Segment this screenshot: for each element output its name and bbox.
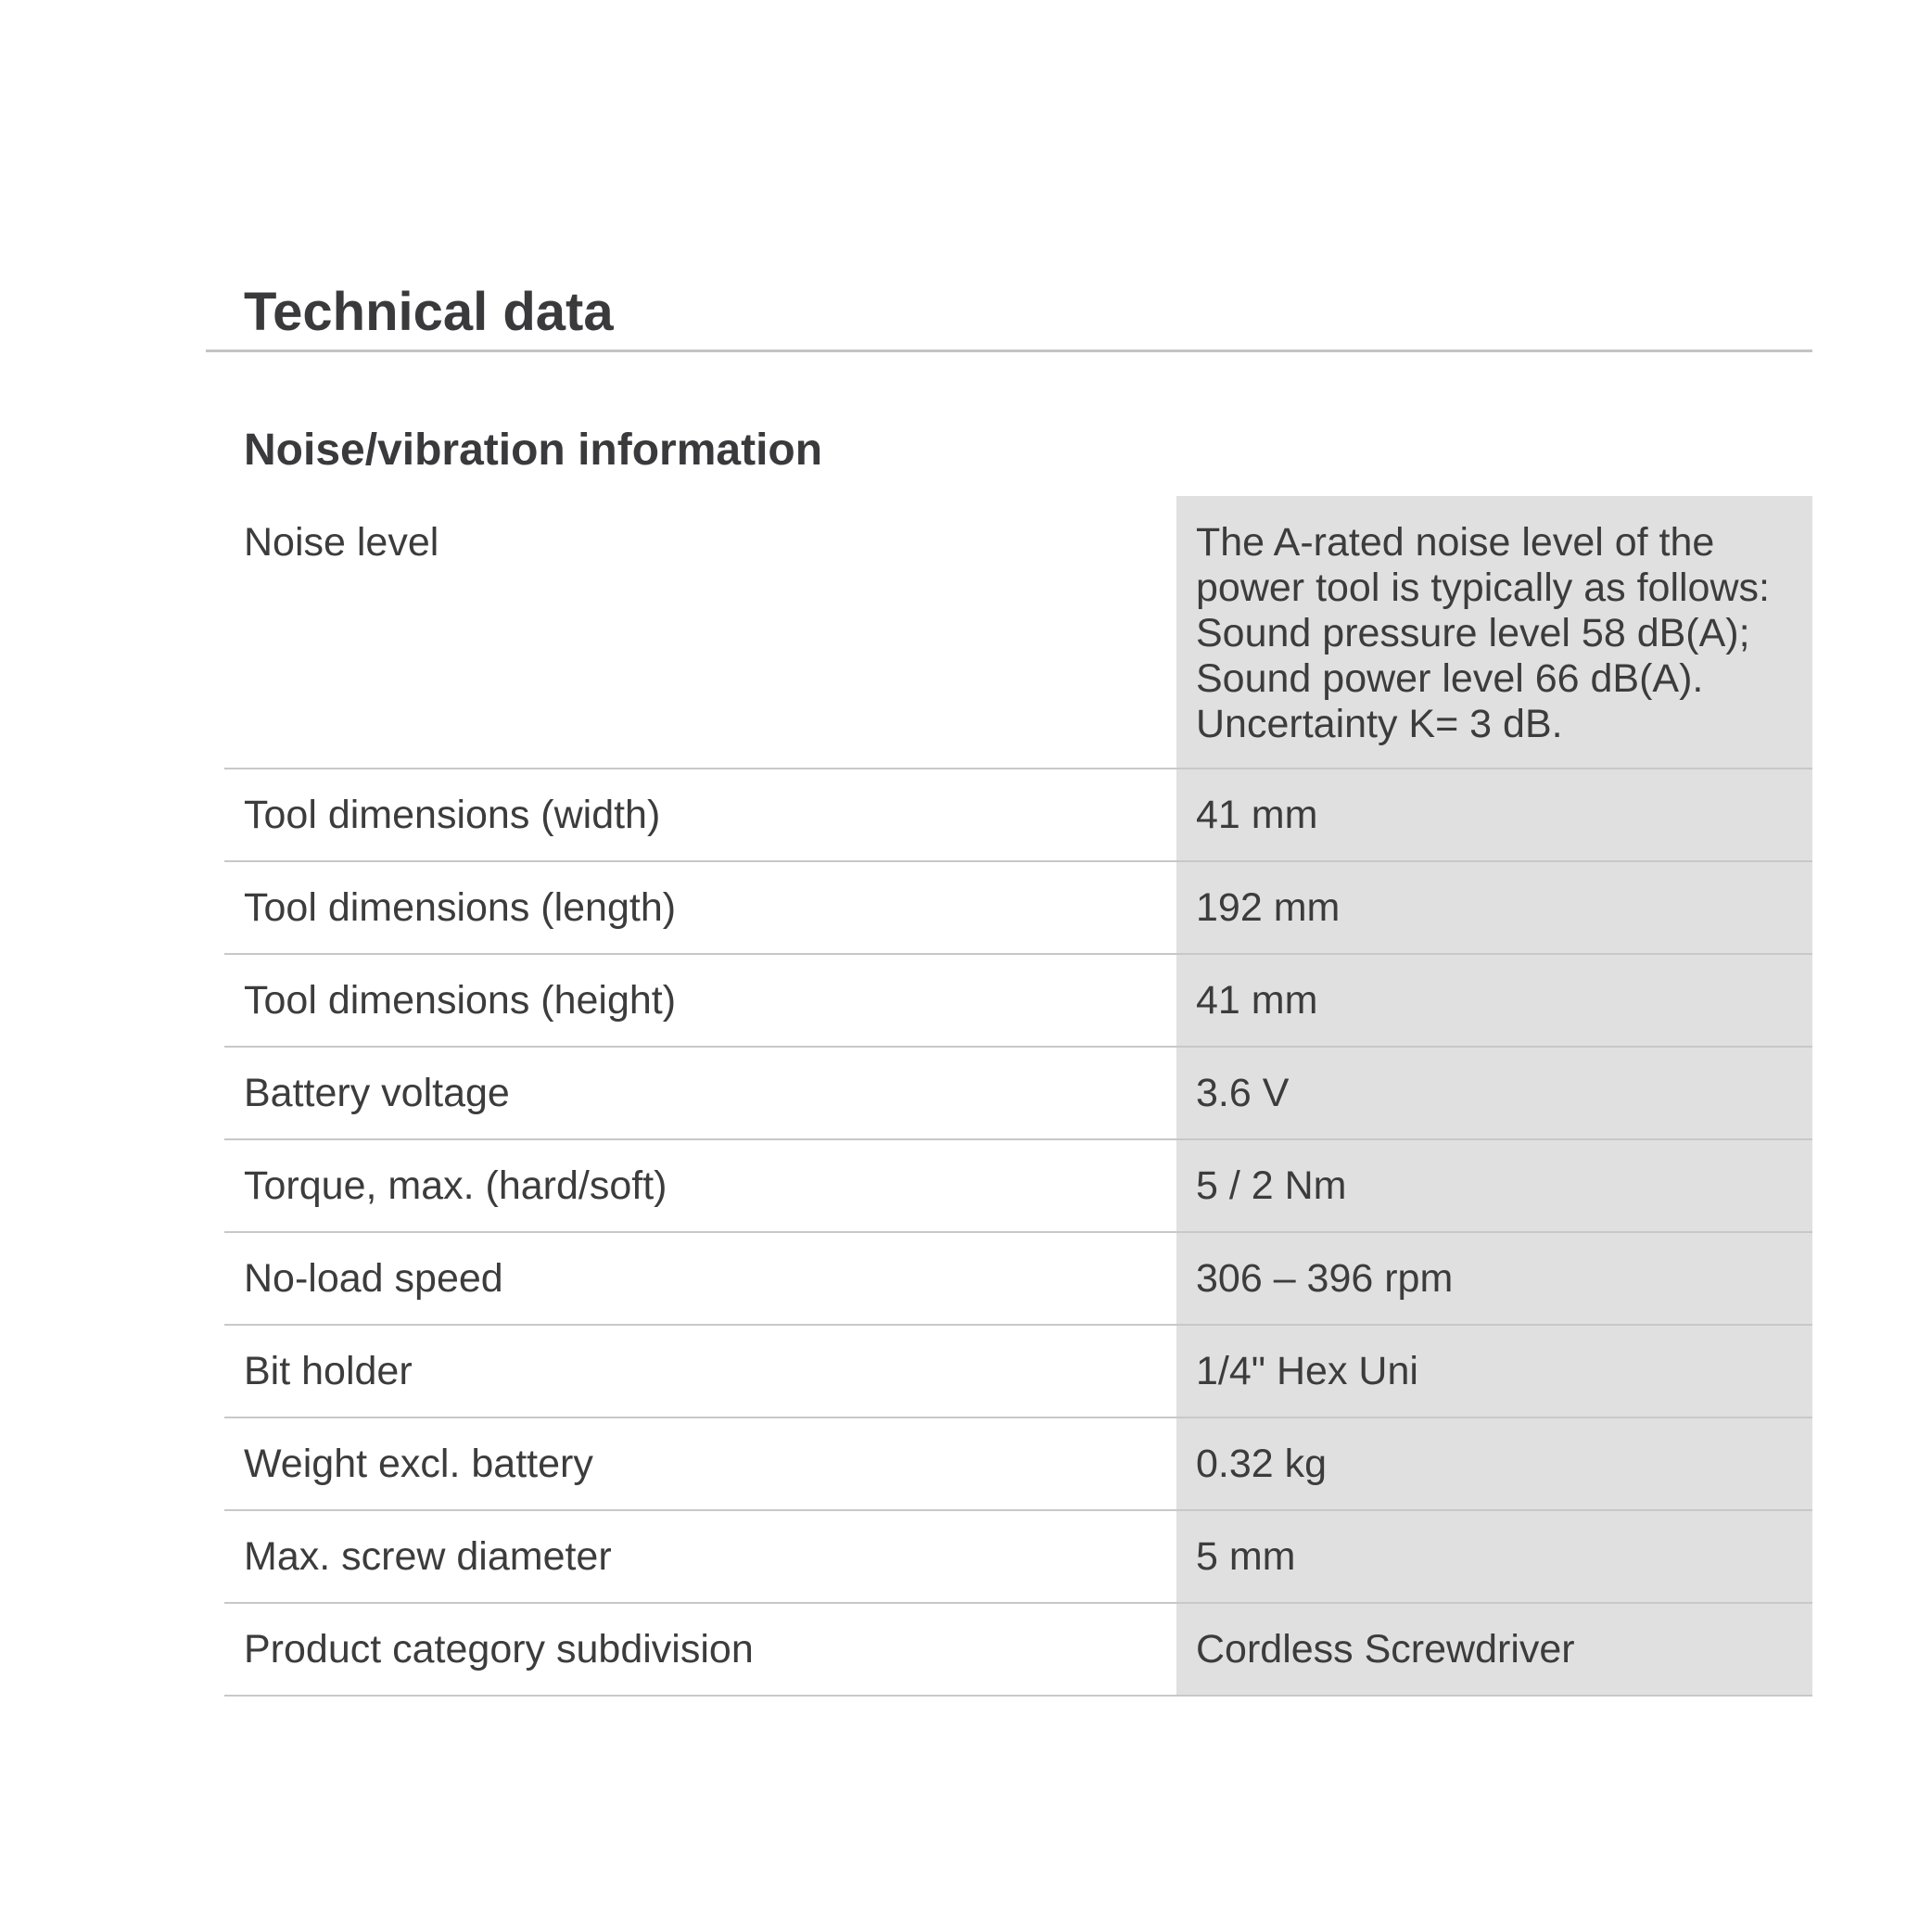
spec-value: 41 mm	[1176, 769, 1812, 860]
spec-value: 3.6 V	[1176, 1048, 1812, 1138]
spec-row-torque	[224, 1140, 1812, 1233]
spec-row-bit-holder	[224, 1326, 1812, 1418]
spec-row-weight	[224, 1418, 1812, 1511]
spec-row-width	[224, 769, 1812, 862]
spec-label: Tool dimensions (length)	[244, 885, 677, 930]
spec-row-battery-voltage	[224, 1048, 1812, 1140]
spec-label: Max. screw diameter	[244, 1534, 612, 1579]
spec-value: The A-rated noise level of the power tool is typically as follows: Sound pressure level 58 dB(A); Sound power level 66 dB(A). Uncertainty K= 3 dB.	[1176, 496, 1812, 768]
spec-row-product-category	[224, 1604, 1812, 1697]
spec-label: Product category subdivision	[244, 1627, 754, 1671]
spec-table	[224, 496, 1812, 1697]
spec-value: Cordless Screwdriver	[1176, 1604, 1812, 1695]
spec-row-length	[224, 862, 1812, 955]
spec-row-screw-diameter	[224, 1511, 1812, 1604]
spec-value: 192 mm	[1176, 862, 1812, 953]
title-divider	[206, 350, 1812, 352]
spec-value: 5 / 2 Nm	[1176, 1140, 1812, 1231]
spec-label: Tool dimensions (width)	[244, 793, 661, 837]
section-heading: Noise/vibration information	[244, 426, 823, 475]
spec-value: 0.32 kg	[1176, 1418, 1812, 1509]
spec-row-no-load-speed	[224, 1233, 1812, 1326]
spec-value: 1/4" Hex Uni	[1176, 1326, 1812, 1417]
spec-value: 41 mm	[1176, 955, 1812, 1046]
spec-label: No-load speed	[244, 1256, 503, 1301]
spec-label: Battery voltage	[244, 1071, 510, 1115]
spec-value: 306 – 396 rpm	[1176, 1233, 1812, 1324]
spec-row-height	[224, 955, 1812, 1048]
spec-row-noise-level	[224, 496, 1812, 769]
spec-label: Noise level	[244, 520, 439, 565]
page-title: Technical data	[244, 282, 614, 342]
spec-label: Bit holder	[244, 1349, 413, 1393]
spec-label: Tool dimensions (height)	[244, 978, 677, 1023]
spec-label: Torque, max. (hard/soft)	[244, 1163, 667, 1208]
spec-label: Weight excl. battery	[244, 1442, 593, 1486]
spec-value: 5 mm	[1176, 1511, 1812, 1602]
